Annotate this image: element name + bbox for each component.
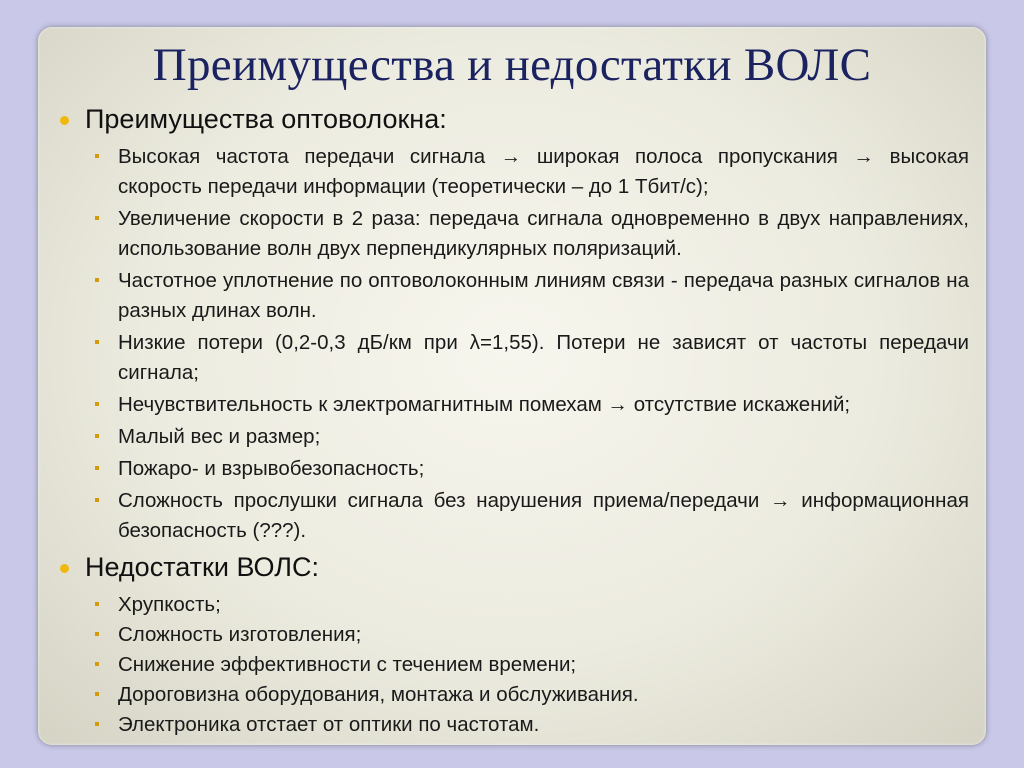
square-bullet-icon — [95, 498, 99, 502]
square-bullet-icon — [95, 340, 99, 344]
square-bullet-icon — [95, 602, 99, 606]
square-bullet-icon — [95, 722, 99, 726]
advantages-heading — [85, 104, 447, 135]
advantages-list — [118, 142, 969, 548]
list-item: Снижение эффективности с течением времени; — [118, 650, 969, 680]
list-item: Частотное уплотнение по оптоволоконным линиям связи - передача разных сигналов на разных длинах волн. — [118, 266, 969, 326]
list-item: Сложность прослушки сигнала без нарушения приема/передачи → информационная безопасность (???). — [118, 486, 969, 546]
square-bullet-icon — [95, 662, 99, 666]
square-bullet-icon — [95, 154, 99, 158]
disadvantages-list — [118, 590, 969, 740]
round-bullet-icon — [60, 116, 69, 125]
square-bullet-icon — [95, 216, 99, 220]
square-bullet-icon — [95, 402, 99, 406]
square-bullet-icon — [95, 434, 99, 438]
list-item: Увеличение скорости в 2 раза: передача сигнала одновременно в двух направлениях, использование волн двух перпендикулярных поляризаций. — [118, 204, 969, 264]
square-bullet-icon — [95, 692, 99, 696]
list-item: Малый вес и размер; — [118, 422, 969, 452]
slide-title: Преимущества и недостатки ВОЛС — [152, 39, 872, 91]
advantages-heading-text: Преимущества оптоволокна: — [85, 104, 447, 134]
square-bullet-icon — [95, 466, 99, 470]
list-item: Дороговизна оборудования, монтажа и обслуживания. — [118, 680, 969, 710]
list-item: Пожаро- и взрывобезопасность; — [118, 454, 969, 484]
disadvantages-heading-text: Недостатки ВОЛС: — [85, 552, 319, 582]
list-item: Нечувствительность к электромагнитным помехам → отсутствие искажений; — [118, 390, 969, 420]
square-bullet-icon — [95, 632, 99, 636]
list-item: Электроника отстает от оптики по частотам. — [118, 710, 969, 740]
round-bullet-icon — [60, 564, 69, 573]
list-item: Сложность изготовления; — [118, 620, 969, 650]
disadvantages-heading — [85, 552, 319, 583]
list-item: Низкие потери (0,2-0,3 дБ/км при λ=1,55). Потери не зависят от частоты передачи сигнала; — [118, 328, 969, 388]
list-item: Высокая частота передачи сигнала → широкая полоса пропускания → высокая скорость передачи информации (теоретически – до 1 Тбит/с); — [118, 142, 969, 202]
list-item: Хрупкость; — [118, 590, 969, 620]
square-bullet-icon — [95, 278, 99, 282]
